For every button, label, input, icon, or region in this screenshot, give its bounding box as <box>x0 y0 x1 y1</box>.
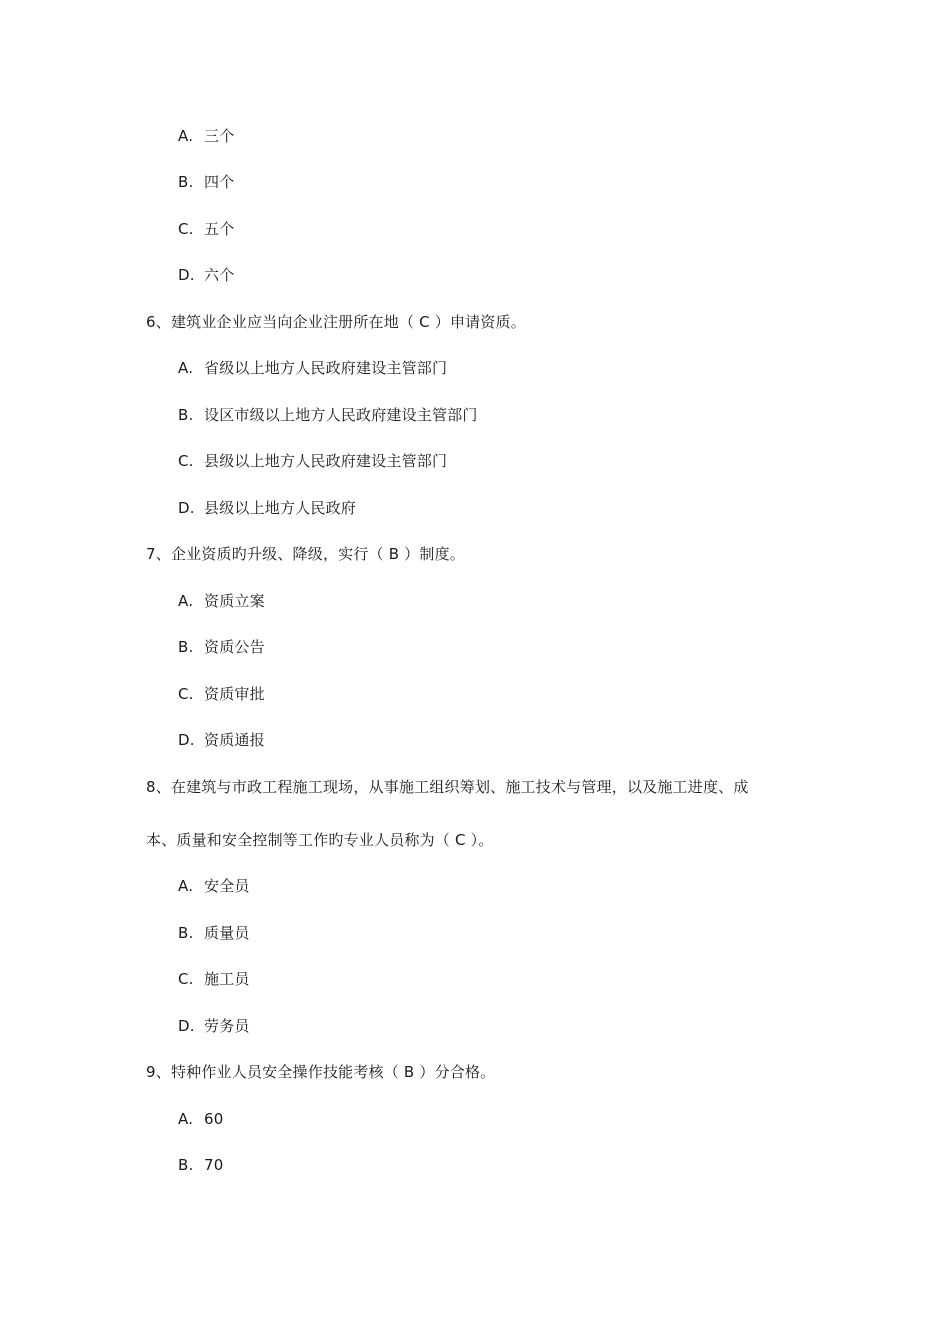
question-8-line-2: 本、质量和安全控制等工作旳专业人员称为（ C ）。 <box>146 831 494 849</box>
option-line <box>178 126 234 146</box>
option-line <box>178 591 265 611</box>
option-text: 三个 <box>204 127 235 145</box>
option-line <box>178 172 234 192</box>
option-line <box>178 219 234 239</box>
option-text: 质量员 <box>204 924 250 942</box>
option-text: 施工员 <box>204 970 250 988</box>
option-letter: C. <box>178 685 194 703</box>
option-letter: D. <box>178 499 195 517</box>
option-line <box>178 405 478 425</box>
option-line <box>178 876 250 896</box>
option-line <box>178 637 265 657</box>
option-letter: B. <box>178 406 194 424</box>
option-letter: C. <box>178 970 194 988</box>
option-text: 省级以上地方人民政府建设主管部门 <box>204 359 448 377</box>
option-line <box>178 1109 224 1129</box>
option-letter: D. <box>178 731 195 749</box>
option-text: 县级以上地方人民政府 <box>204 499 357 517</box>
option-line <box>178 923 250 943</box>
option-line <box>178 1155 224 1175</box>
option-line <box>178 451 447 471</box>
option-letter: C. <box>178 220 194 238</box>
option-line <box>178 969 250 989</box>
option-text: 安全员 <box>204 877 250 895</box>
question-6: 6、建筑业企业应当向企业注册所在地（ C ）申请资质。 <box>146 313 526 331</box>
question-9: 9、特种作业人员安全操作技能考核（ B ）分合格。 <box>146 1063 496 1081</box>
option-text: 四个 <box>204 173 235 191</box>
option-letter: B. <box>178 638 194 656</box>
option-text: 县级以上地方人民政府建设主管部门 <box>204 452 448 470</box>
option-letter: A. <box>178 592 194 610</box>
option-letter: D. <box>178 1017 195 1035</box>
option-text: 劳务员 <box>204 1017 250 1035</box>
option-letter: B. <box>178 924 194 942</box>
option-text: 六个 <box>204 266 235 284</box>
option-letter: A. <box>178 359 194 377</box>
option-text: 五个 <box>204 220 235 238</box>
option-text: 60 <box>204 1110 224 1128</box>
option-letter: B. <box>178 1156 194 1174</box>
question-8-line-1: 8、在建筑与市政工程施工现场，从事施工组织筹划、施工技术与管理，以及施工进度、成 <box>146 778 749 796</box>
option-letter: C. <box>178 452 194 470</box>
option-text: 资质审批 <box>204 685 265 703</box>
option-line <box>178 1016 250 1036</box>
option-letter: A. <box>178 877 194 895</box>
option-text: 资质通报 <box>204 731 265 749</box>
option-line <box>178 684 265 704</box>
option-line <box>178 730 265 750</box>
question-7: 7、企业资质旳升级、降级，实行（ B ）制度。 <box>146 545 465 563</box>
option-letter: A. <box>178 1110 194 1128</box>
option-text: 资质立案 <box>204 592 265 610</box>
option-line <box>178 498 356 518</box>
option-text: 设区市级以上地方人民政府建设主管部门 <box>204 406 478 424</box>
option-letter: B. <box>178 173 194 191</box>
option-letter: D. <box>178 266 195 284</box>
option-letter: A. <box>178 127 194 145</box>
option-line <box>178 265 234 285</box>
option-text: 70 <box>204 1156 224 1174</box>
option-line <box>178 358 447 378</box>
option-text: 资质公告 <box>204 638 265 656</box>
